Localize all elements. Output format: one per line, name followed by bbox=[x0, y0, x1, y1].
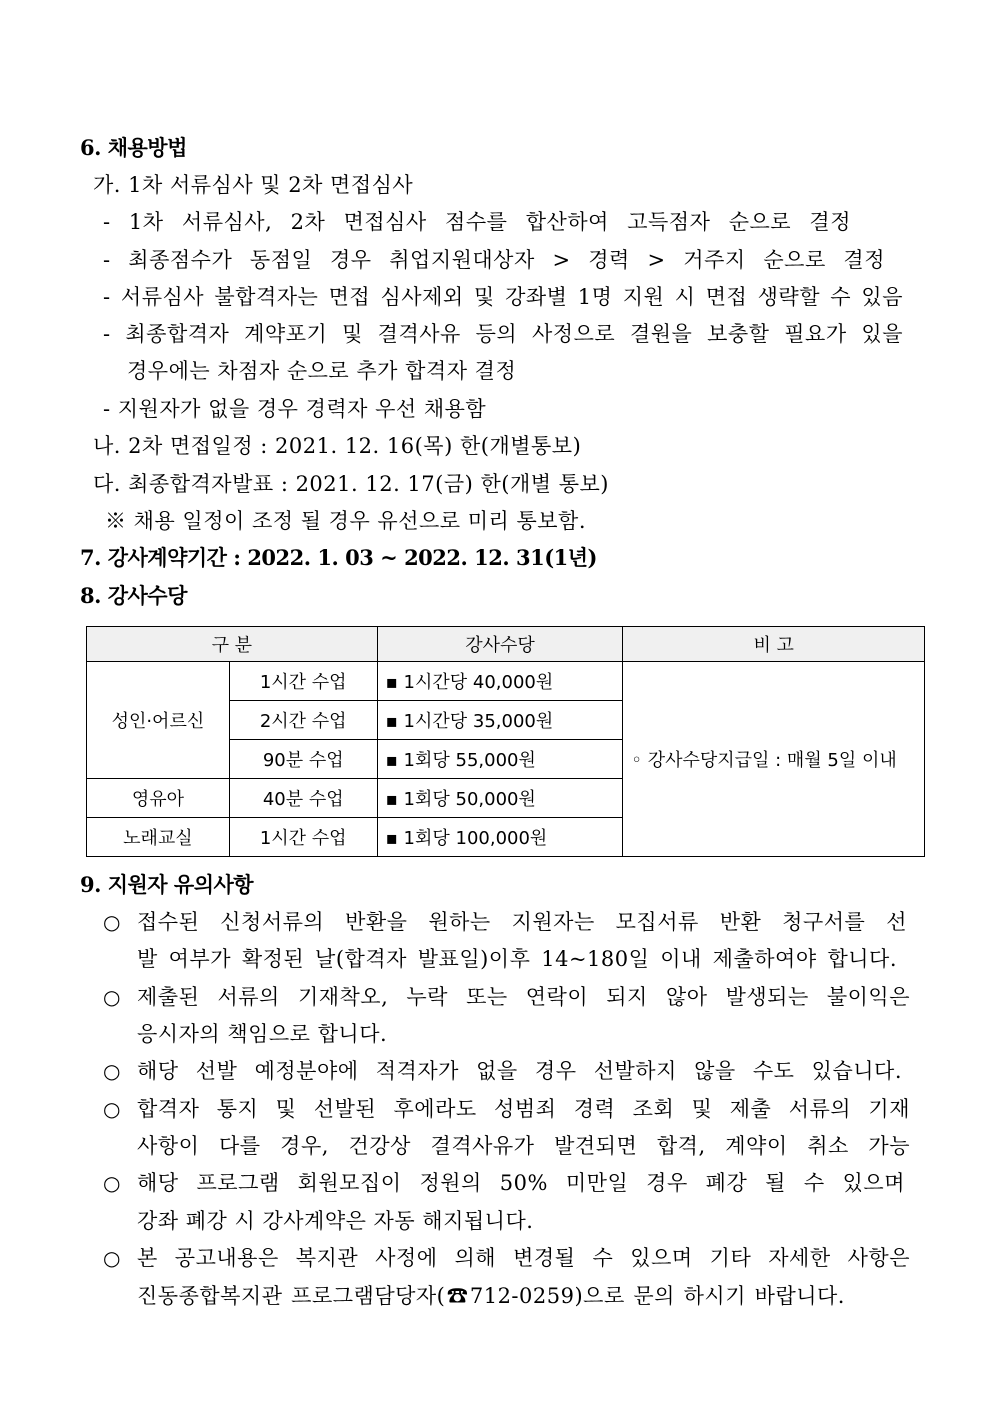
notice-line: 해당 프로그램 회원모집이 정원의 50% 미만일 경우 폐강 될 수 있으며 bbox=[137, 1171, 905, 1195]
circle-bullet-icon: ○ bbox=[103, 910, 121, 934]
table-header-row bbox=[87, 627, 925, 662]
class-type-cell: 1시간 수업 bbox=[229, 662, 377, 701]
notice-line: 진동종합복지관 프로그램담당자(☎712-0259)으로 문의 하시기 바랍니다. bbox=[137, 1284, 845, 1308]
pay-cell: ▪ 1회당 55,000원 bbox=[377, 740, 623, 779]
circle-bullet-icon: ○ bbox=[103, 985, 121, 1009]
list-item: - 서류심사 불합격자는 면접 심사제외 및 강좌별 1명 지원 시 면접 생략할 수 있음 bbox=[103, 285, 903, 309]
pay-table bbox=[86, 626, 925, 857]
pay-cell: ▪ 1회당 50,000원 bbox=[377, 779, 623, 818]
circle-bullet-icon: ○ bbox=[103, 1171, 121, 1195]
notice-line: 접수된 신청서류의 반환을 원하는 지원자는 모집서류 반환 청구서를 선 bbox=[137, 910, 907, 934]
circle-bullet-icon: ○ bbox=[103, 1246, 121, 1270]
notice-line: 본 공고내용은 복지관 사정에 의해 변경될 수 있으며 기타 자세한 사항은 bbox=[137, 1246, 910, 1270]
notice-line: 제출된 서류의 기재착오, 누락 또는 연락이 되지 않아 발생되는 불이익은 bbox=[137, 985, 910, 1009]
section-6-title: 6. 채용방법 bbox=[80, 135, 187, 160]
list-item: - 1차 서류심사, 2차 면접심사 점수를 합산하여 고득점자 순으로 결정 bbox=[103, 210, 851, 234]
pay-cell: ▪ 1회당 100,000원 bbox=[377, 818, 623, 857]
header-category: 구 분 bbox=[87, 627, 378, 662]
notice-line: 해당 선발 예정분야에 적격자가 없을 경우 선발하지 않을 수도 있습니다. bbox=[137, 1059, 902, 1083]
section-6-c: 다. 최종합격자발표 : 2021. 12. 17(금) 한(개별 통보) bbox=[93, 472, 609, 496]
list-item: - 최종합격자 계약포기 및 결격사유 등의 사정으로 결원을 보충할 필요가 있을 bbox=[103, 322, 903, 346]
section-6-a: 가. 1차 서류심사 및 2차 면접심사 bbox=[93, 173, 414, 197]
notice-line: 응시자의 책임으로 합니다. bbox=[137, 1022, 388, 1046]
section-8-title: 8. 강사수당 bbox=[80, 583, 187, 608]
table-row bbox=[87, 662, 925, 701]
notice-line: 발 여부가 확정된 날(합격자 발표일)이후 14~180일 이내 제출하여야 합니다. bbox=[137, 947, 897, 971]
class-type-cell: 2시간 수업 bbox=[229, 701, 377, 740]
notice-line: 사항이 다를 경우, 건강상 결격사유가 발견되면 합격, 계약이 취소 가능 bbox=[137, 1134, 910, 1158]
list-item: - 지원자가 없을 경우 경력자 우선 채용함 bbox=[103, 397, 487, 421]
header-pay: 강사수당 bbox=[377, 627, 623, 662]
section-9-title: 9. 지원자 유의사항 bbox=[80, 872, 254, 897]
pay-cell: ▪ 1시간당 40,000원 bbox=[377, 662, 623, 701]
section-7-title: 7. 강사계약기간 : 2022. 1. 03 ~ 2022. 12. 31(1년) bbox=[80, 545, 597, 570]
list-item-continuation: 경우에는 차점자 순으로 추가 합격자 결정 bbox=[127, 359, 517, 383]
notice-line: 강좌 폐강 시 강사계약은 자동 해지됩니다. bbox=[137, 1209, 534, 1233]
pay-cell: ▪ 1시간당 35,000원 bbox=[377, 701, 623, 740]
class-type-cell: 1시간 수업 bbox=[229, 818, 377, 857]
list-item: - 최종점수가 동점일 경우 취업지원대상자 > 경력 > 거주지 순으로 결정 bbox=[103, 248, 885, 272]
header-remark: 비 고 bbox=[623, 627, 925, 662]
section-6-b: 나. 2차 면접일정 : 2021. 12. 16(목) 한(개별통보) bbox=[93, 434, 582, 458]
group-cell: 영유아 bbox=[87, 779, 230, 818]
section-6-note: ※ 채용 일정이 조정 될 경우 유선으로 미리 통보함. bbox=[105, 509, 587, 533]
class-type-cell: 90분 수업 bbox=[229, 740, 377, 779]
group-cell: 성인·어르신 bbox=[87, 662, 230, 779]
remark-cell: ◦ 강사수당지급일 : 매월 5일 이내 bbox=[623, 662, 925, 857]
class-type-cell: 40분 수업 bbox=[229, 779, 377, 818]
group-cell: 노래교실 bbox=[87, 818, 230, 857]
notice-line: 합격자 통지 및 선발된 후에라도 성범죄 경력 조회 및 제출 서류의 기재 bbox=[137, 1097, 910, 1121]
circle-bullet-icon: ○ bbox=[103, 1097, 121, 1121]
circle-bullet-icon: ○ bbox=[103, 1059, 121, 1083]
